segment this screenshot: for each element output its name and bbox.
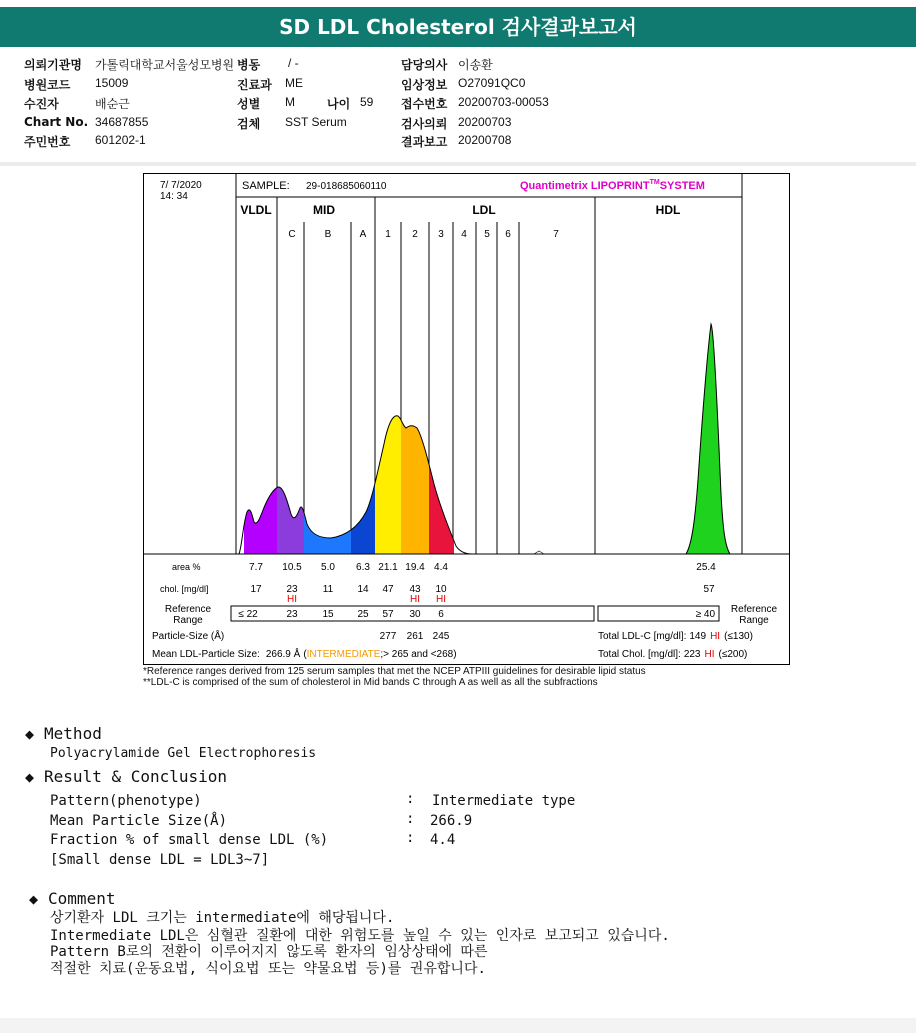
- diamond-icon: ◆: [25, 725, 35, 743]
- chol-value: 10: [435, 584, 447, 595]
- hdl-area-value: 25.4: [696, 562, 716, 573]
- hdl-chol-value: 57: [703, 584, 715, 595]
- mid-b-band-fill: [304, 324, 351, 554]
- area-value: 4.4: [434, 562, 448, 573]
- densitometry-trace: [237, 324, 744, 554]
- group-mid: MID: [313, 203, 335, 217]
- method-heading-text: Method: [44, 724, 102, 743]
- total-chol-value: 223: [683, 649, 701, 660]
- header-value: 15009: [95, 76, 129, 90]
- hi-flag: HI: [287, 594, 297, 605]
- header-value: / -: [288, 56, 299, 70]
- report-title: SD LDL Cholesterol 검사결과보고서: [0, 7, 916, 47]
- report-time: 14: 34: [160, 191, 188, 202]
- comment-line: Intermediate LDL은 심혈관 질환에 대한 위험도를 높일 수 있는 인자로 보고되고 있습니다.: [50, 928, 670, 944]
- header-label: 진료과: [237, 78, 272, 92]
- sample-label: SAMPLE:: [242, 180, 290, 192]
- header-value: 가톨릭대학교서울성모병원: [95, 58, 235, 72]
- band-label: 5: [484, 229, 490, 240]
- total-ldl-value: 149: [689, 631, 707, 642]
- header-label: 검사의뢰: [401, 117, 448, 131]
- header-label: 성별: [237, 97, 261, 111]
- mean-size-row: Mean LDL-Particle Size: 266.9 Å (INTERMEDIATE;> 265 and <268): [152, 649, 457, 660]
- header-value: 이송환: [458, 58, 493, 72]
- total-ldl-label: Total LDL-C [mg/dl]:: [598, 631, 687, 642]
- chol-value: 17: [250, 584, 262, 595]
- result-colon: :: [406, 830, 415, 846]
- area-value: 7.7: [249, 562, 263, 573]
- ref-values: [238, 609, 444, 620]
- area-value: 10.5: [282, 562, 302, 573]
- diamond-icon: ◆: [29, 890, 39, 908]
- chol-label: chol. [mg/dl]: [160, 584, 209, 594]
- bottom-bar: [0, 1018, 916, 1033]
- comment-line: Pattern B로의 전환이 이루어지지 않도록 환자의 임상상태에 따른: [50, 944, 488, 960]
- total-ldl-hi: HI: [710, 631, 721, 642]
- header-divider: [0, 162, 916, 166]
- area-value: 5.0: [321, 562, 335, 573]
- mean-size-range: ;> 265 and <268): [380, 649, 457, 660]
- total-chol-ref: (≤200): [718, 649, 748, 660]
- vldl-band-fill: [244, 324, 277, 554]
- ldl1-band-fill: [375, 324, 401, 554]
- particle-size-value: 245: [432, 631, 450, 642]
- header-value: 20200703: [458, 115, 512, 129]
- ref-value: 23: [286, 609, 298, 620]
- particle-size-values: [380, 631, 450, 642]
- chol-values: [250, 584, 715, 595]
- result-label: Fraction % of small dense LDL (%): [50, 832, 329, 848]
- area-value: 21.1: [378, 562, 398, 573]
- ref-label-left: Reference Range: [164, 604, 212, 626]
- ref-value: ≤ 22: [238, 609, 258, 620]
- band-label: 7: [553, 229, 559, 240]
- header-label: 수진자: [24, 97, 59, 111]
- header-value: ME: [285, 76, 303, 90]
- result-label: Pattern(phenotype): [50, 793, 202, 809]
- header-value: 20200708: [458, 133, 512, 147]
- hdl-peak: [686, 324, 730, 554]
- group-ldl: LDL: [472, 203, 496, 217]
- header-label: 병원코드: [24, 78, 71, 92]
- brand-tm: TM: [649, 179, 660, 186]
- result-heading-text: Result & Conclusion: [44, 767, 228, 786]
- method-heading: [25, 724, 102, 743]
- chol-value: 23: [286, 584, 298, 595]
- header-value: 601202-1: [95, 133, 146, 147]
- ldl2-band-fill: [401, 324, 429, 554]
- particle-size-value: 277: [379, 631, 397, 642]
- mid-a-band-fill: [351, 324, 375, 554]
- comment-line: 적절한 치료(운동요법, 식이요법 또는 약물요법 등)를 권유합니다.: [50, 961, 486, 977]
- header-label: Chart No.: [24, 115, 89, 129]
- ref-value: 25: [357, 609, 369, 620]
- header-label: 결과보고: [401, 135, 448, 149]
- brand-text: Quantimetrix LIPOPRINT: [520, 180, 650, 192]
- chol-value: 14: [357, 584, 369, 595]
- brand-suffix: SYSTEM: [659, 180, 705, 192]
- mean-size-label: Mean LDL-Particle Size:: [152, 649, 260, 660]
- result-heading: [25, 767, 227, 786]
- band-label: B: [324, 229, 332, 240]
- ref-value: 30: [409, 609, 421, 620]
- header-value: 배순근: [95, 97, 130, 111]
- header-value: 20200703-00053: [458, 95, 549, 109]
- area-values: [249, 562, 716, 573]
- particle-size-label: Particle-Size (Å): [152, 631, 225, 642]
- band-label: 2: [412, 229, 418, 240]
- header-label: 접수번호: [401, 97, 448, 111]
- area-value: 19.4: [405, 562, 425, 573]
- header-value: M: [285, 95, 295, 109]
- band-label: 6: [505, 229, 511, 240]
- total-chol-label: Total Chol. [mg/dl]:: [598, 649, 681, 660]
- hi-flag: HI: [436, 594, 446, 605]
- result-value: 4.4: [430, 832, 456, 848]
- ref-value: 15: [322, 609, 334, 620]
- header-value: 59: [360, 95, 374, 109]
- report-date: 7/ 7/2020: [160, 180, 202, 191]
- hi-flags: [287, 594, 446, 605]
- header-label: 병동: [237, 58, 261, 72]
- header-label: 담당의사: [401, 58, 448, 72]
- ldl3-band-fill: [429, 324, 454, 554]
- band-label: A: [359, 229, 367, 240]
- header-label: 검체: [237, 117, 261, 131]
- header-value: 34687855: [95, 115, 149, 129]
- footnote-2: **LDL-C is comprised of the sum of cholesterol in Mid bands C through A as well as all the subfractions: [143, 677, 598, 688]
- result-colon: :: [406, 791, 415, 807]
- header-label: 의뢰기관명: [24, 58, 82, 72]
- header-label: 임상정보: [401, 78, 448, 92]
- result-label: Mean Particle Size(Å): [50, 813, 228, 829]
- total-ldl-row: [598, 631, 753, 642]
- comment-line: 상기환자 LDL 크기는 intermediate에 해당됩니다.: [50, 910, 395, 926]
- band-label: 3: [438, 229, 444, 240]
- band-label: 4: [461, 229, 467, 240]
- ref-value: 6: [438, 609, 444, 620]
- area-label: area %: [172, 562, 201, 572]
- method-text: Polyacrylamide Gel Electrophoresis: [50, 746, 317, 761]
- header-value: O27091QC0: [458, 76, 526, 90]
- diamond-icon: ◆: [25, 768, 35, 786]
- result-value: Intermediate type: [432, 793, 576, 809]
- result-value: 266.9: [430, 813, 473, 829]
- header-label: 나이: [327, 97, 351, 111]
- total-chol-row: [598, 649, 747, 660]
- header-label: 주민번호: [24, 135, 71, 149]
- result-colon: :: [406, 811, 415, 827]
- ref-value: 57: [382, 609, 394, 620]
- sample-id: 29-018685060110: [306, 181, 387, 192]
- area-value: 6.3: [356, 562, 370, 573]
- band-label: 1: [385, 229, 391, 240]
- brand-name: [520, 179, 705, 192]
- comment-heading-text: Comment: [48, 889, 116, 908]
- comment-heading: [29, 889, 115, 908]
- total-ldl-ref: (≤130): [724, 631, 753, 642]
- mid-c-band-fill: [277, 324, 304, 554]
- ref-label-right: Reference Range: [730, 604, 778, 626]
- group-hdl: HDL: [655, 203, 681, 217]
- footnote-1: *Reference ranges derived from 125 serum samples that met the NCEP ATPIII guidelines for desirable lipid status: [143, 666, 646, 677]
- band-label: C: [288, 229, 296, 240]
- result-note: [Small dense LDL = LDL3~7]: [50, 852, 270, 868]
- hi-flag: HI: [410, 594, 420, 605]
- group-vldl: VLDL: [240, 203, 272, 217]
- hdl-ref-value: ≥ 40: [695, 609, 715, 620]
- lipoprint-report: [143, 173, 790, 665]
- chol-value: 43: [409, 584, 421, 595]
- lipoprint-chart: [144, 174, 789, 664]
- total-chol-hi: HI: [704, 649, 715, 660]
- mean-size-value: 266.9 Å: [265, 649, 301, 660]
- mean-size-class: INTERMEDIATE: [306, 649, 381, 660]
- chol-value: 11: [322, 584, 334, 595]
- chol-value: 47: [382, 584, 394, 595]
- header-value: SST Serum: [285, 115, 347, 129]
- particle-size-value: 261: [406, 631, 424, 642]
